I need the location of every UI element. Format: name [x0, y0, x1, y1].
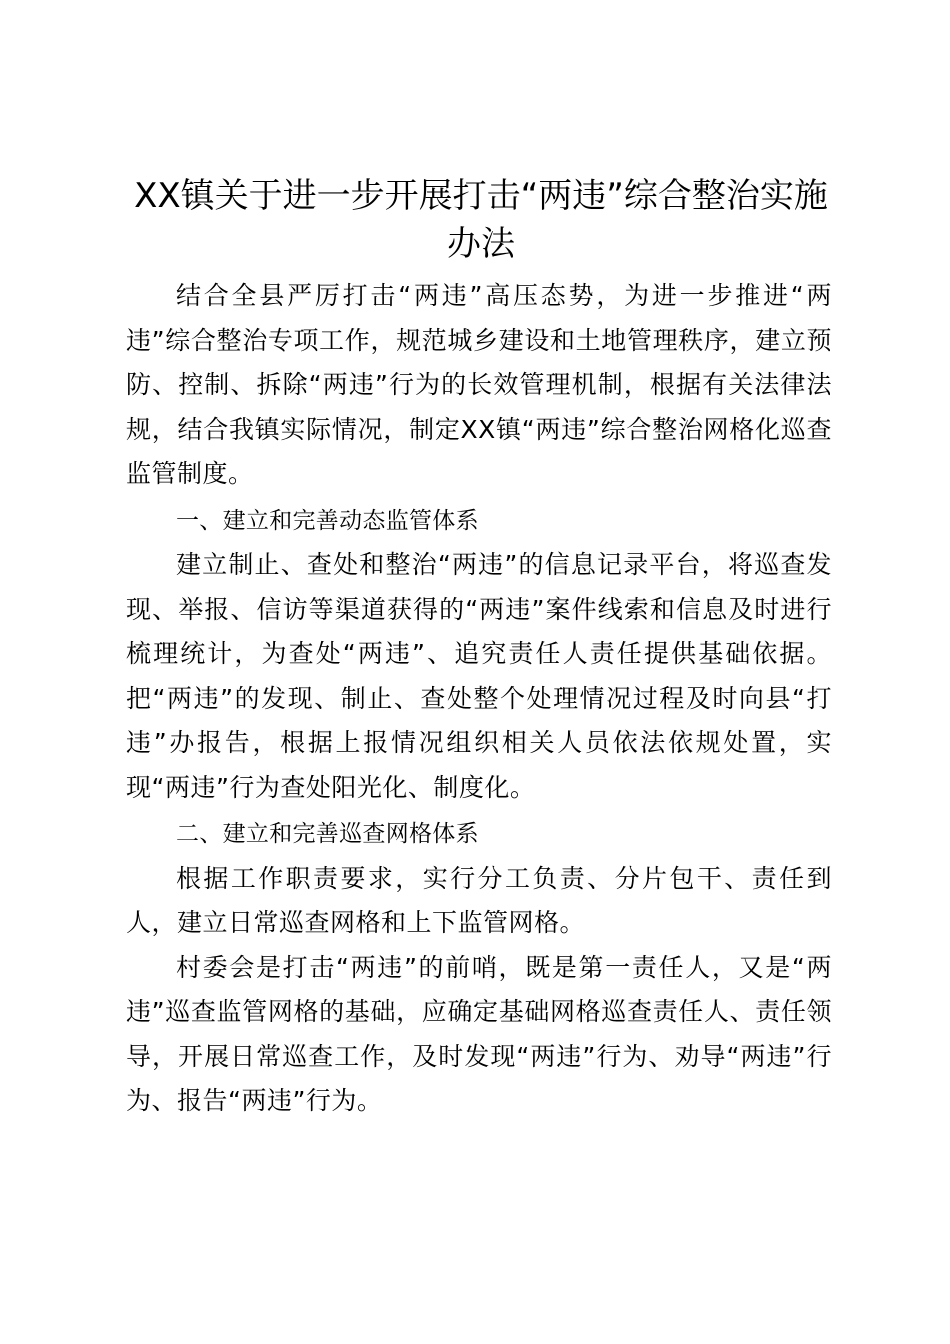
- intro-paragraph: 结合全县严厉打击“两违”高压态势，为进一步推进“两违”综合整治专项工作，规范城乡建设和土地管理秩序，建立预防、控制、拆除“两违”行为的长效管理机制，根据有关法律法规，结合我镇实际情况，制定XX镇“两违”综合整治网格化巡查监管制度。: [126, 281, 832, 488]
- section-2-body-1: 根据工作职责要求，实行分工负责、分片包干、责任到人，建立日常巡查网格和上下监管网格。: [126, 863, 832, 937]
- document-title: XX镇关于进一步开展打击“两违”综合整治实施办法: [134, 176, 828, 264]
- section-1-body: 建立制止、查处和整治“两违”的信息记录平台，将巡查发现、举报、信访等渠道获得的“两违”案件线索和信息及时进行梳理统计，为查处“两违”、追究责任人责任提供基础依据。把“两违”的发现、制止、查处整个处理情况过程及时向县“打违”办报告，根据上报情况组织相关人员依法依规处置，实现“两违”行为查处阳光化、制度化。: [126, 550, 832, 802]
- section-1-heading: 一、建立和完善动态监管体系: [176, 507, 479, 534]
- section-2-heading: 二、建立和完善巡查网格体系: [176, 821, 479, 847]
- document-page: [126, 172, 832, 1124]
- section-2-body-2: 村委会是打击“两违”的前哨，既是第一责任人，又是“两违”巡查监管网格的基础，应确定基础网格巡查责任人、责任领导，开展日常巡查工作，及时发现“两违”行为、劝导“两违”行为、报告“两违”行为。: [126, 952, 832, 1115]
